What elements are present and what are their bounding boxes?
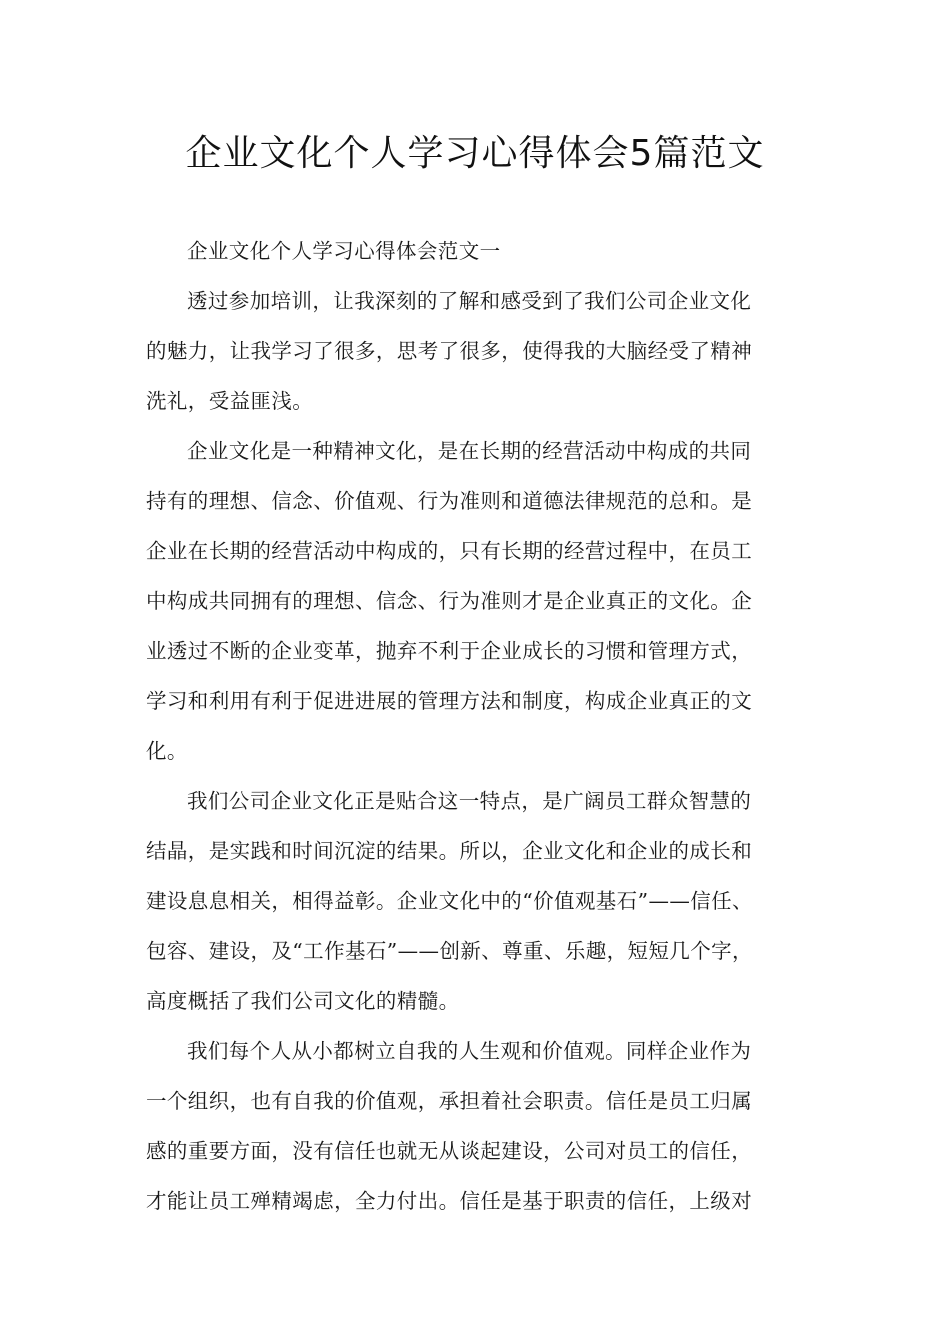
- paragraph-list: [146, 276, 806, 1226]
- paragraph-line: 我们公司企业文化正是贴合这一特点，是广阔员工群众智慧的: [187, 789, 752, 813]
- paragraph-line: 持有的理想、信念、价值观、行为准则和道德法律规范的总和。是: [146, 489, 753, 513]
- paragraph-line: 的魅力，让我学习了很多，思考了很多，使得我的大脑经受了精神: [146, 339, 753, 363]
- paragraph-line: 结晶，是实践和时间沉淀的结果。所以，企业文化和企业的成长和: [146, 839, 753, 863]
- paragraph-line: 业透过不断的企业变革，抛弃不利于企业成长的习惯和管理方式，: [146, 639, 753, 663]
- paragraph-line: 高度概括了我们公司文化的精髓。: [146, 989, 460, 1013]
- section-heading: 企业文化个人学习心得体会范文一: [187, 239, 501, 263]
- paragraph: [146, 276, 806, 426]
- paragraph-line: 透过参加培训，让我深刻的了解和感受到了我们公司企业文化: [187, 289, 752, 313]
- paragraph: [146, 776, 806, 1026]
- paragraph: [146, 426, 806, 776]
- paragraph-line: 一个组织，也有自我的价值观，承担着社会职责。信任是员工归属: [146, 1089, 753, 1113]
- paragraph-line: 我们每个人从小都树立自我的人生观和价值观。同样企业作为: [187, 1039, 752, 1063]
- paragraph-line: 化。: [146, 739, 188, 763]
- document-title: 企业文化个人学习心得体会5篇范文: [185, 133, 765, 174]
- paragraph-line: 中构成共同拥有的理想、信念、行为准则才是企业真正的文化。企: [146, 589, 753, 613]
- paragraph-line: 企业文化是一种精神文化，是在长期的经营活动中构成的共同: [187, 439, 752, 463]
- paragraph-line: 包容、建设，及“工作基石”——创新、尊重、乐趣，短短几个字，: [146, 939, 753, 963]
- paragraph-line: 洗礼，受益匪浅。: [146, 389, 314, 413]
- paragraph: [146, 1026, 806, 1226]
- paragraph-line: 才能让员工殚精竭虑，全力付出。信任是基于职责的信任，上级对: [146, 1189, 753, 1213]
- paragraph-line: 感的重要方面，没有信任也就无从谈起建设，公司对员工的信任，: [146, 1139, 753, 1163]
- paragraph-line: 建设息息相关，相得益彰。企业文化中的“价值观基石”——信任、: [146, 889, 753, 913]
- document-body: [146, 226, 806, 1226]
- paragraph-line: 企业在长期的经营活动中构成的，只有长期的经营过程中，在员工: [146, 539, 753, 563]
- paragraph-line: 学习和利用有利于促进进展的管理方法和制度，构成企业真正的文: [146, 689, 753, 713]
